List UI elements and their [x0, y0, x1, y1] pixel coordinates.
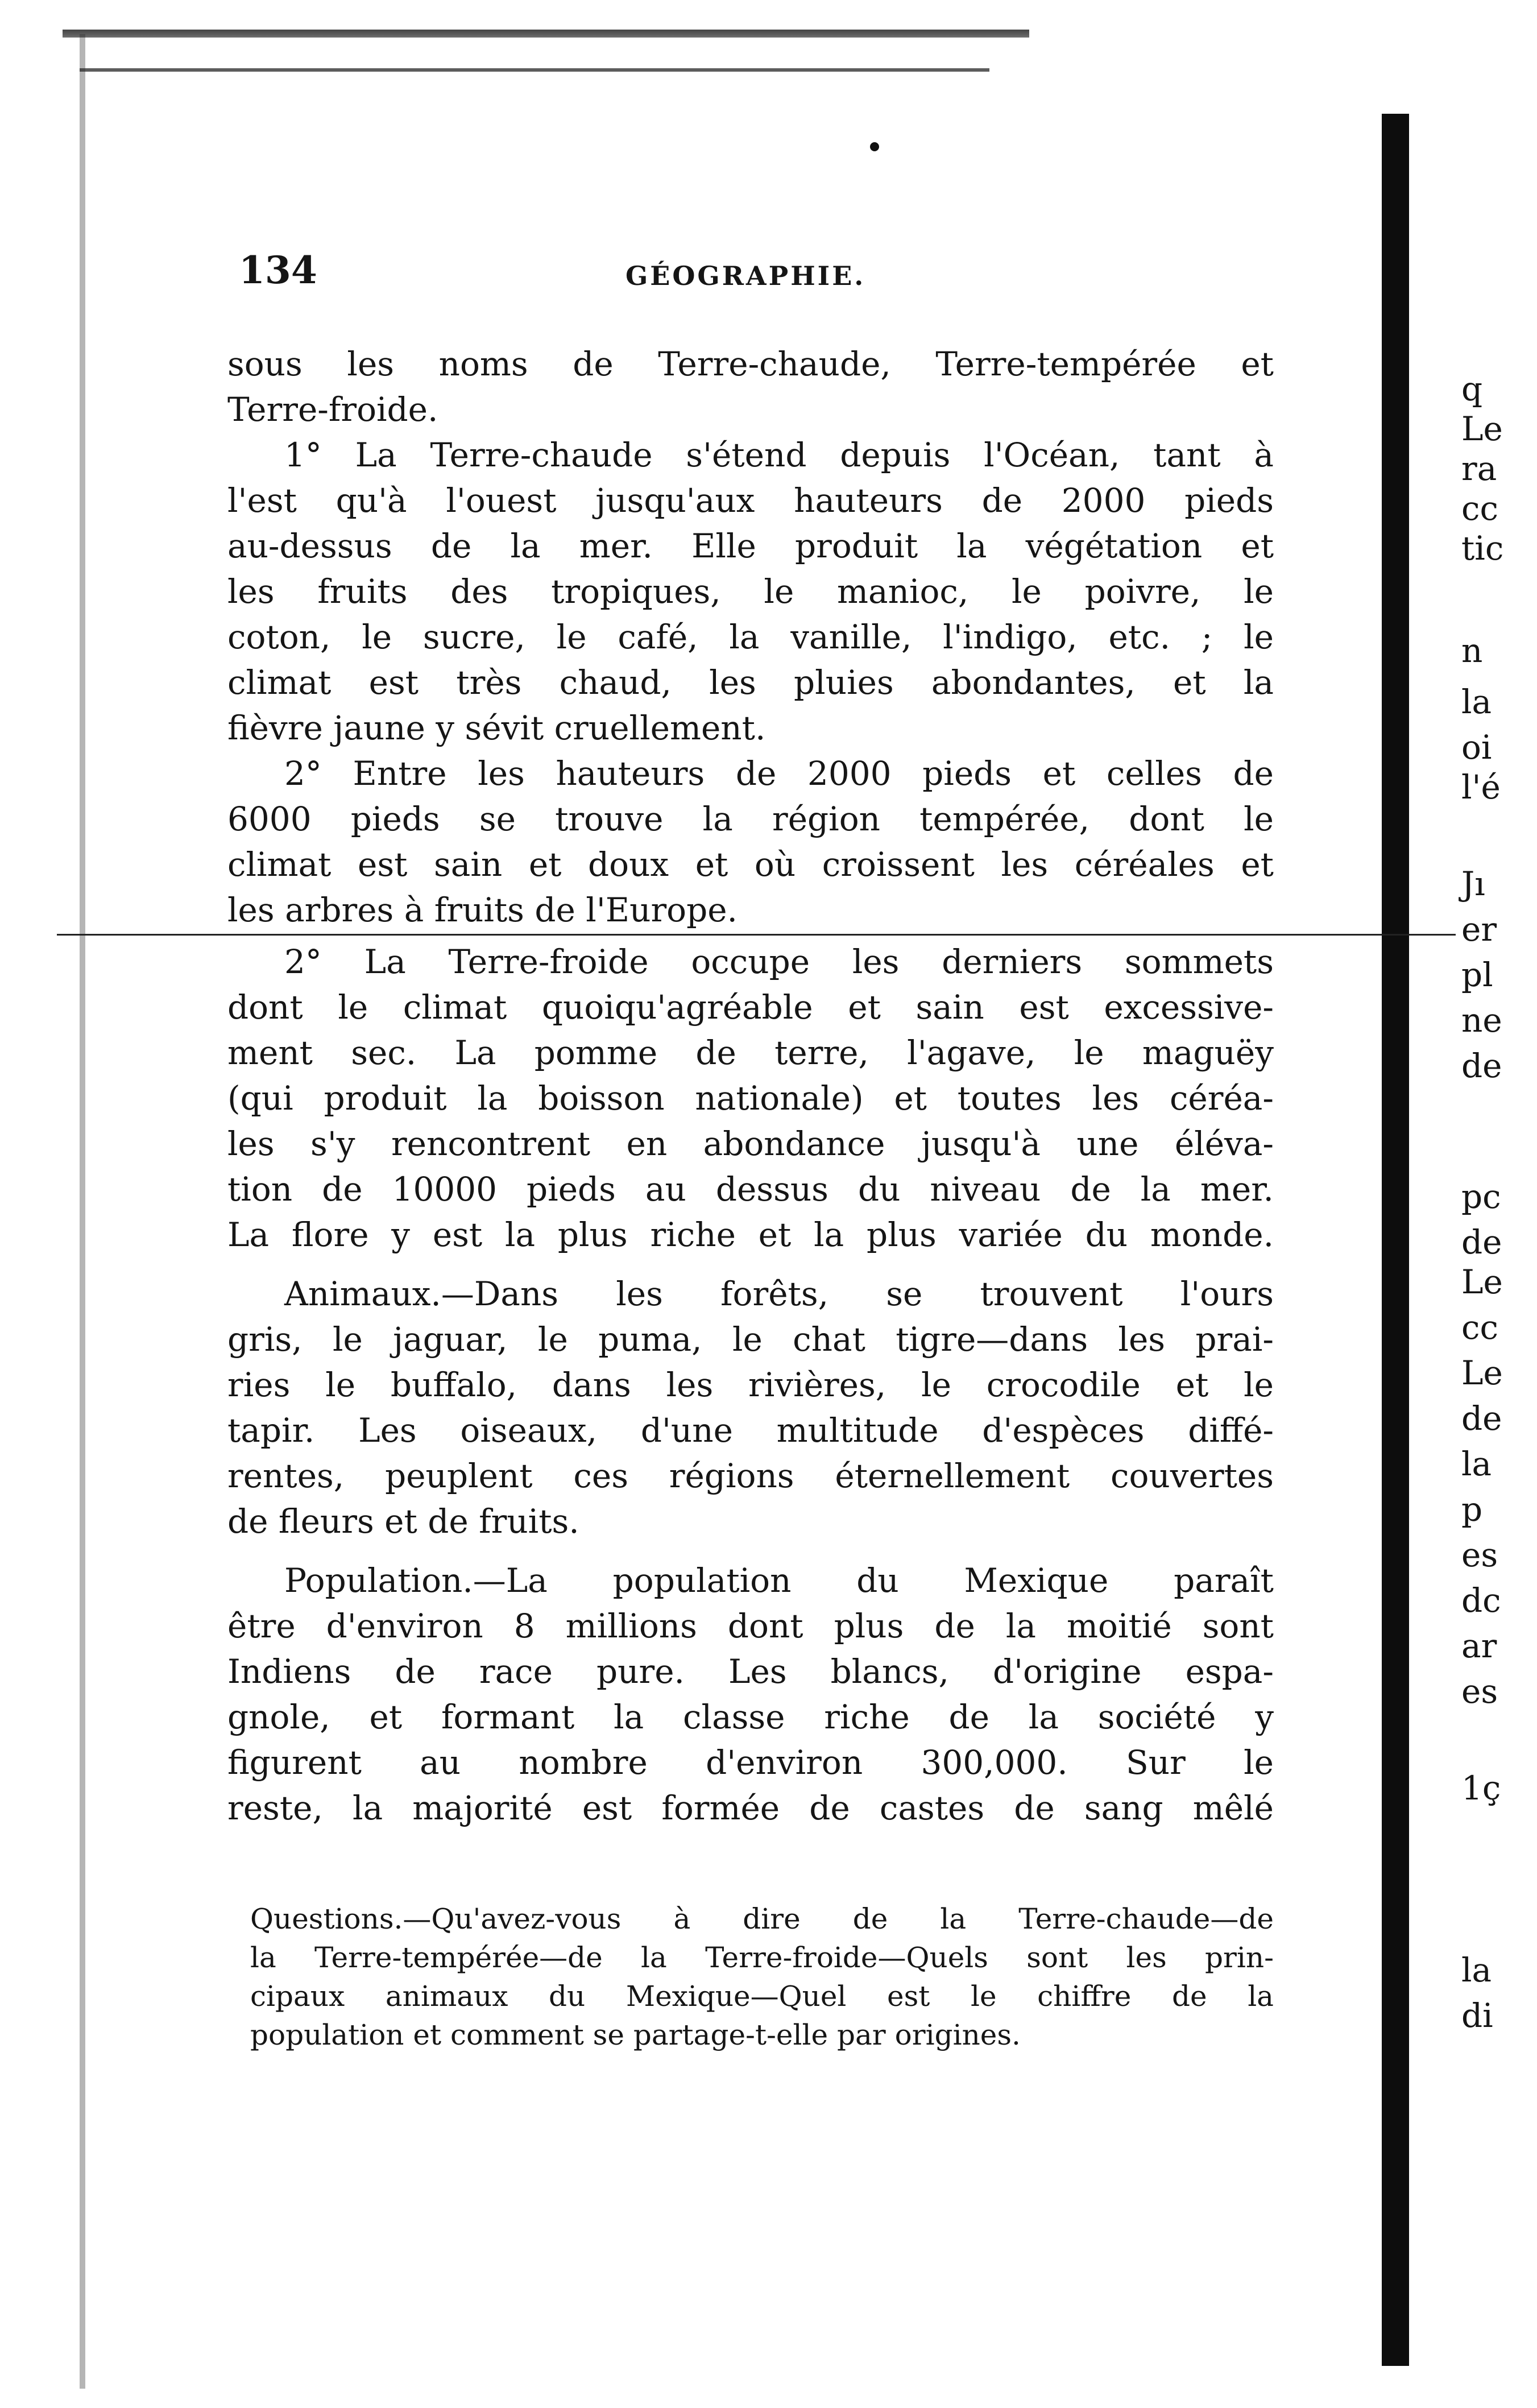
- text-line: climat est très chaud, les pluies abondantes, et la: [227, 663, 1274, 702]
- facing-fragment: pc: [1461, 1177, 1501, 1216]
- text-line: rentes, peuplent ces régions éternellement couvertes: [227, 1457, 1274, 1495]
- facing-fragment: ne: [1461, 1001, 1502, 1040]
- facing-fragment: di: [1461, 1996, 1493, 2035]
- facing-fragment: tic: [1461, 529, 1504, 568]
- facing-fragment: de: [1461, 1399, 1502, 1438]
- facing-fragment: es: [1461, 1536, 1498, 1574]
- text-line: fièvre jaune y sévit cruellement.: [227, 709, 766, 747]
- facing-fragment: la: [1461, 682, 1492, 721]
- facing-fragment: Le: [1461, 1263, 1503, 1301]
- text-line: figurent au nombre d'environ 300,000. Sur le: [227, 1743, 1274, 1782]
- facing-fragment: n: [1461, 631, 1483, 670]
- page-number: 134: [239, 248, 317, 292]
- main-text: [227, 341, 1274, 1831]
- horizontal-rule: [57, 934, 1456, 936]
- text-line: 6000 pieds se trouve la région tempérée, dont le: [227, 800, 1274, 838]
- text-line: ment sec. La pomme de terre, l'agave, le maguëy: [227, 1033, 1274, 1072]
- questions-footnote: [250, 1900, 1274, 2054]
- facing-fragment: Le: [1461, 1354, 1503, 1392]
- text-line: (qui produit la boisson nationale) et toutes les céréa-: [227, 1079, 1274, 1118]
- questions-line: la Terre-tempérée—de la Terre-froide—Quels sont les prin-: [250, 1941, 1274, 1974]
- text-line-population: Population.—La population du Mexique paraît: [284, 1561, 1274, 1600]
- text-line: coton, le sucre, le café, la vanille, l'indigo, etc. ; le: [227, 618, 1274, 656]
- questions-line: Questions.—Qu'avez-vous à dire de la Terre-chaude—de: [250, 1902, 1274, 1935]
- text-line: ries le buffalo, dans les rivières, le crocodile et le: [227, 1366, 1274, 1404]
- text-line: 1° La Terre-chaude s'étend depuis l'Océan, tant à: [284, 436, 1274, 474]
- facing-fragment: er: [1461, 910, 1497, 949]
- facing-fragment: la: [1461, 1951, 1492, 1989]
- facing-fragment: cc: [1461, 489, 1498, 528]
- facing-fragment: es: [1461, 1672, 1498, 1711]
- text-line: les arbres à fruits de l'Europe.: [227, 891, 738, 929]
- text-line: les fruits des tropiques, le manioc, le poivre, le: [227, 572, 1274, 611]
- text-line: climat est sain et doux et où croissent les céréales et: [227, 845, 1274, 884]
- text-line: dont le climat quoiqu'agréable et sain est excessive-: [227, 988, 1274, 1027]
- facing-fragment: oi: [1461, 728, 1492, 767]
- text-line: être d'environ 8 millions dont plus de la moitié sont: [227, 1607, 1274, 1645]
- text-line: tapir. Les oiseaux, d'une multitude d'espèces diffé-: [227, 1411, 1274, 1450]
- text-line: au-dessus de la mer. Elle produit la végétation et: [227, 527, 1274, 565]
- questions-line: population et comment se partage-t-elle par origines.: [250, 2018, 1021, 2051]
- facing-fragment: de: [1461, 1223, 1502, 1261]
- text-line: reste, la majorité est formée de castes de sang mêlé: [227, 1789, 1274, 1827]
- facing-fragment: l'é: [1461, 768, 1501, 806]
- facing-fragment: Jı: [1461, 864, 1485, 903]
- text-line: Indiens de race pure. Les blancs, d'origine espa-: [227, 1652, 1274, 1691]
- text-line: 2° Entre les hauteurs de 2000 pieds et celles de: [284, 754, 1274, 793]
- text-line: de fleurs et de fruits.: [227, 1502, 579, 1541]
- running-title: GÉOGRAPHIE.: [625, 260, 866, 291]
- scan-edge-top: [63, 30, 1029, 38]
- text-line-animaux: Animaux.—Dans les forêts, se trouvent l'ours: [284, 1275, 1274, 1313]
- text-line: l'est qu'à l'ouest jusqu'aux hauteurs de 2000 pieds: [227, 481, 1274, 520]
- scan-edge-left: [80, 34, 85, 2389]
- facing-fragment: ra: [1461, 449, 1497, 488]
- text-line: les s'y rencontrent en abondance jusqu'à une éléva-: [227, 1124, 1274, 1163]
- facing-fragment: p: [1461, 1490, 1483, 1529]
- facing-fragment: cc: [1461, 1308, 1498, 1347]
- running-head: [227, 248, 1274, 299]
- text-line: tion de 10000 pieds au dessus du niveau de la mer.: [227, 1170, 1274, 1209]
- text-line: Terre-froide.: [227, 390, 438, 429]
- facing-fragment: pl: [1461, 955, 1493, 994]
- facing-fragment: de: [1461, 1046, 1502, 1085]
- text-line: gris, le jaguar, le puma, le chat tigre—dans les prai-: [227, 1320, 1274, 1359]
- questions-line: cipaux animaux du Mexique—Quel est le chiffre de la: [250, 1980, 1274, 2013]
- scan-edge-rule: [80, 68, 989, 72]
- speck-mark: [870, 142, 879, 151]
- binding-gutter: [1382, 114, 1409, 2366]
- facing-fragment: dc: [1461, 1581, 1501, 1620]
- facing-fragment: Le: [1461, 409, 1503, 448]
- facing-fragment: q: [1461, 370, 1483, 408]
- facing-fragment: ar: [1461, 1627, 1497, 1665]
- text-line: gnole, et formant la classe riche de la société y: [227, 1698, 1274, 1736]
- facing-fragment: 1ç: [1461, 1769, 1501, 1807]
- facing-fragment: la: [1461, 1445, 1492, 1483]
- text-line: 2° La Terre-froide occupe les derniers sommets: [284, 942, 1274, 981]
- text-line: La flore y est la plus riche et la plus variée du monde.: [227, 1215, 1274, 1254]
- text-line: sous les noms de Terre-chaude, Terre-tempérée et: [227, 345, 1274, 383]
